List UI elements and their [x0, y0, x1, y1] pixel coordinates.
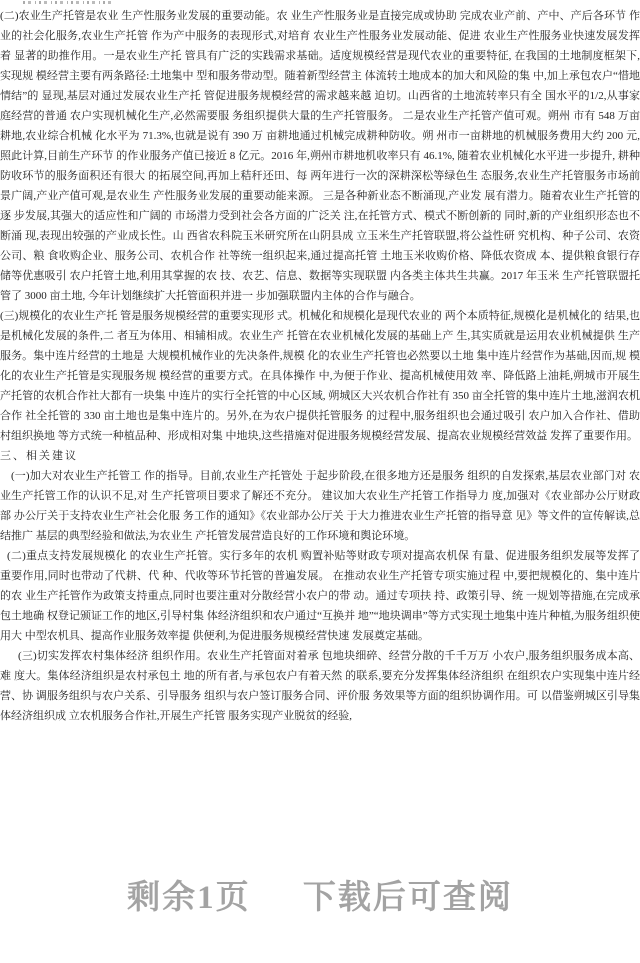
download-hint-label: 下载后可查阅: [302, 880, 513, 916]
paragraph-feature-2: (二)农业生产托管是农业 生产性服务业发展的重要动能。农 业生产性服务业是直接完成或协助 完成农业产前、产中、产后各环节 作业的社会化服务,农业生产托管 作为产中服务的表现形式,对培育 农业生产性服务业发展动能、促进 农业生产性服务业快速发展发挥着 显著的助推作用。一是农业生产托 管具有广泛的实践需求基础。适度规模经营是现代农业的重要特征, 在我国的土地制度框架下,实现规 模经营主要有两条路径:土地集中 型和服务带动型。随着新型经营主 体流转土地成本的加大和风险的集 中,加上承包农户“惜地情结”的 显现,基层对通过发展农业生产托 管促进服务规模经营的需求越来越 迫切。山西省的土地流转率只有全 国水平的1/2,从事家庭经营的普通 农户实现机械化生产,必然需要服 务组织提供大量的生产托管服务。 二是农业生产托管产值可观。朔州 市有 548 万亩耕地,农业综合机械 化水平为 71.3%,也就是说有 390 万 亩耕地通过机械完成耕种防收。朔 州市一亩耕地的机械服务费用大约 200 元,照此计算,目前生产环节 的作业服务产值已接近 8 亿元。2016 年,朔州市耕地机收率只有 46.1%, 随着农业机械化水平进一步提升, 耕种防收环节的服务面积还有很大 的拓展空间,再加上秸秆还田、每 两年进行一次的深耕深松等绿色生 态服务,农业生产托管服务市场前景广阔,产业产值可观,是农业生 产性服务业发展的重要动能来源。 三是各种新业态不断涌现,产业发 展有潜力。随着农业生产托管的逐 步发展,其强大的适应性和广阔的 市场潜力受到社会各方面的广泛关 注,在托管方式、模式不断创新的 同时,新的产业组织形态也不断涌 现,表现出较强的产业成长性。山 西省农科院玉米研究所在山阴县成 立玉米生产托管联盟,将公益性研 究机构、种子公司、农资公司、粮 食收购企业、服务公司、农机合作 社等统一组织起来,通过提高托管 土地玉米收购价格、降低农资成 本、提供粮食银行存储等优惠吸引 农户托管土地,利用其掌握的农 技、农艺、信息、数据等实现联盟 内各类主体共生共赢。2017 年玉米 生产托管联盟托管了 3000 亩土地, 今年计划继续扩大托管面积并进一 步加强联盟内主体的合作与融合。: [0, 10, 640, 302]
paragraph-recommendation-1: (一)加大对农业生产托管工 作的指导。目前,农业生产托管处 于起步阶段,在很多地方还是服务 组织的自发探索,基层农业部门对 农业生产托管工作的认识不足,对 生产托管项目要求了解还不充分。 建议加大农业生产托管工作指导力 度,加强对《农业部办公厅财政部 办公厅关于支持农业生产社会化服 务工作的通知》《农业部办公厅关 于大力推进农业生产托管的指导意 见》等文件的宣传解读,总结推广 基层的典型经验和做法,为农业生 产托管发展营造良好的工作环境和舆论环境。: [0, 470, 640, 542]
clipped-text-line: [23, 1, 115, 4]
document-body: [0, 6, 640, 726]
paragraph-recommendation-3: (三)切实发挥农村集体经济 组织作用。农业生产托管面对着承 包地块细碎、经营分散的千千万万 小农户,服务组织服务成本高、难 度大。集体经济组织是农村承包土 地的所有者,与承包农户有着天然 的联系,要充分发挥集体经济组织 在组织农户实现集中连片经营、协 调服务组织与农户关系、引导服务 组织与农户签订服务合同、评价服 务效果等方面的组织协调作用。可 以借鉴朔城区引导集体经济组织成 立农机服务合作社,开展生产托管 服务实现产业脱贫的经验,: [0, 650, 640, 722]
download-banner: [0, 878, 640, 918]
remaining-pages-label: 剩余1页: [127, 880, 251, 916]
paragraph-feature-3: (三)规模化的农业生产托 管是服务规模经营的重要实现形 式。机械化和规模化是现代农业的 两个本质特征,规模化是机械化的 结果,也是机械化发展的条件,二 者互为体用、相辅相成。农业生产 托管在农业机械化发展的基础上产 生,其实质就是运用农业机械提供 生产服务。集中连片经营的土地是 大规模机械作业的先决条件,规模 化的农业生产托管也必然要以土地 集中连片经营作为基础,因而,规 模化的农业生产托管是实现服务规 模经营的重要方式。在具体操作 中,为便于作业、提高机械使用效 率、降低路上油耗,朔城市开展生 产托管的农机合作社大都有一块集 中连片的实行全托管的中心区域, 朔城区大兴农机合作社有 350 亩全托管的集中连片土地,滋润农机合作 社全托管的 330 亩土地也是集中连片的。另外,在为农户提供托管服务 的过程中,服务组织也会通过吸引 农户加入合作社、借助村组织换地 等方式统一种植品种、形成相对集 中地块,这些措施对促进服务规模经营发展、提高农业规模经营效益 发挥了重要作用。: [0, 310, 640, 442]
section-heading-recommendations: 三、相关建议: [0, 450, 78, 462]
paragraph-recommendation-2: (二)重点支持发展规模化 的农业生产托管。实行多年的农机 购置补贴等财政专项对提高农机保 有量、促进服务组织发展等发挥了 重要作用,同时也带动了代耕、代 种、代收等环节托管的普遍发展。 在推动农业生产托管专项实施过程 中,要把规模化的、集中连片的农 业生产托管作为政策支持重点,同时也要注重对分散经营小农户的带 动。通过专项扶 持、政策引导、统 一规划等措施,在完成承包土地确 权登记颁证工作的地区,引导村集 体经济组织和农户通过“互换并 地”“地块调串”等方式实现土地集中连片种植,为服务组织使用大 中型农机具、提高作业服务效率提 供便利,为促进服务规模经营快速 发展奠定基础。: [0, 550, 640, 642]
